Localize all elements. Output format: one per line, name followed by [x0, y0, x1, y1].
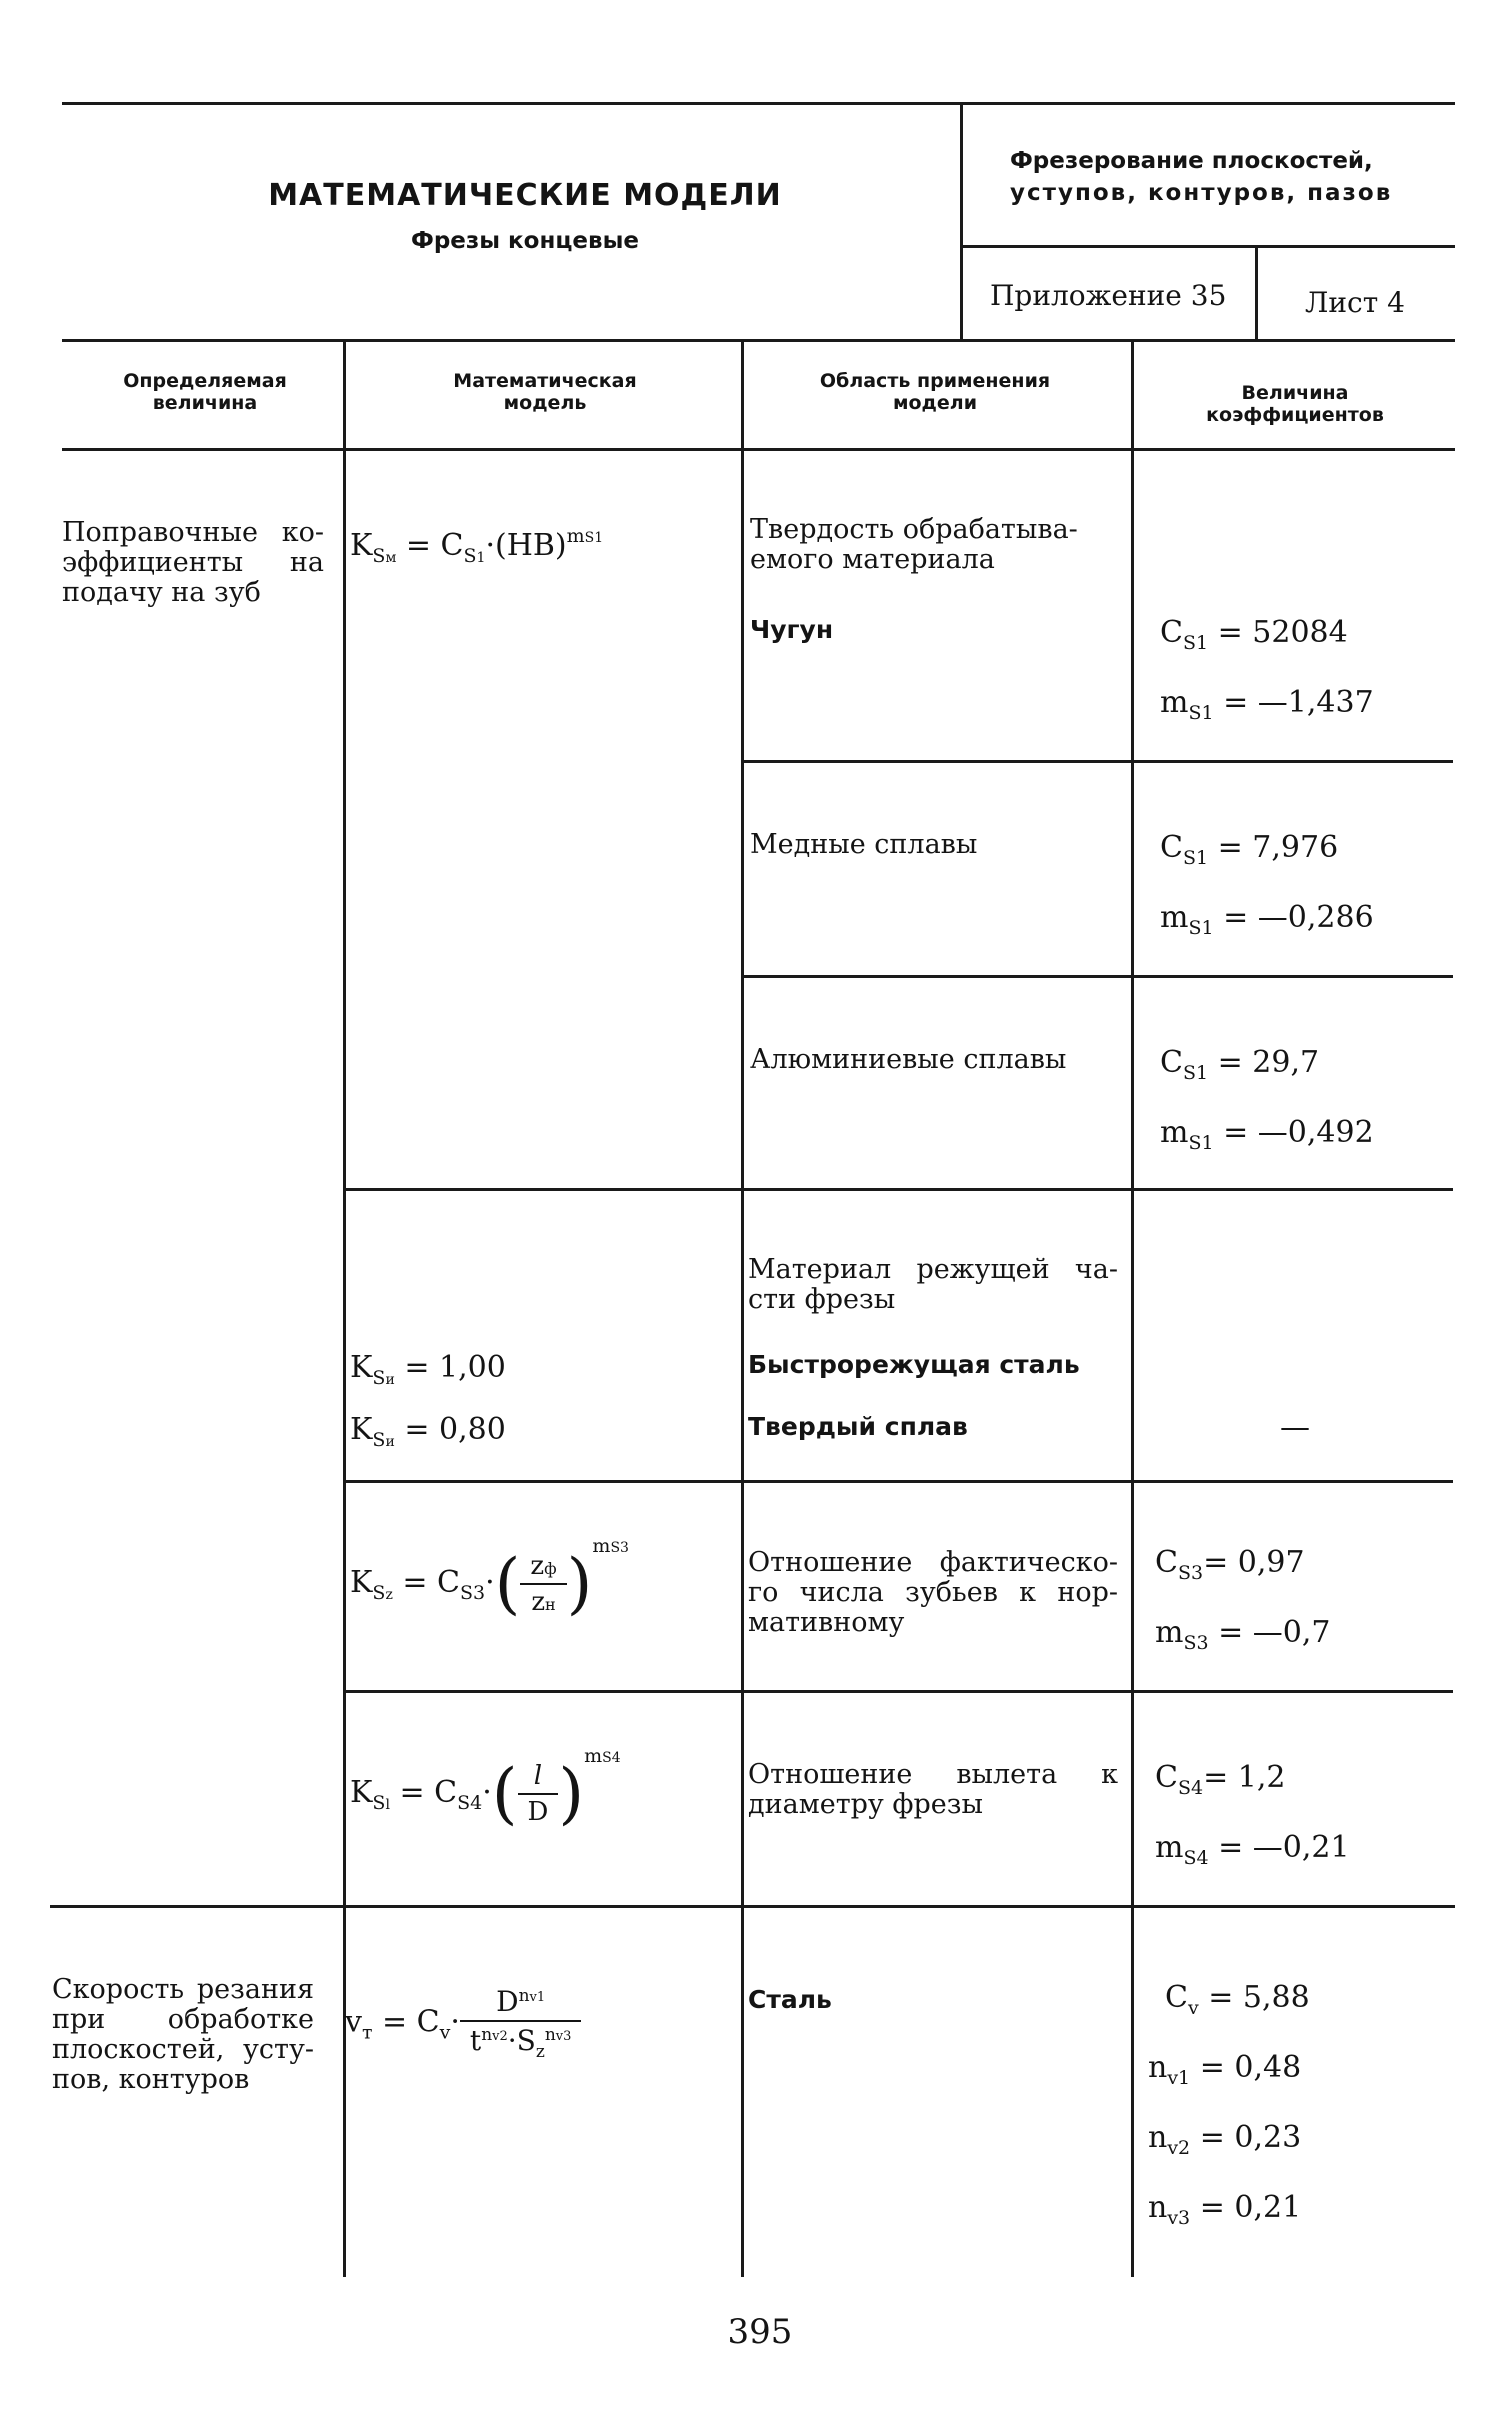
table-top-rule	[62, 339, 1455, 342]
steel-label: Сталь	[748, 1985, 832, 2014]
section-rule-speed	[50, 1905, 1455, 1908]
model-overhang-formula: $K_{Sl} = C_{S4}\cdot$( $\frac{l}{D}$ )$^{mS4}$	[350, 1745, 621, 1832]
model-speed-formula: $v_т = C_v\cdot$ $\frac{D^{nv1}}{t^{nv2}\cdot S_z^{nv3}}$	[345, 1985, 581, 2062]
row-rule-teeth	[346, 1480, 1453, 1483]
carbide-model: $K_{Sи} = 0,80$	[350, 1412, 506, 1451]
sheet-label: Лист 4	[1305, 286, 1405, 319]
teeth-c: $C_{S3}= 0,97$	[1155, 1545, 1305, 1584]
page-title: МАТЕМАТИЧЕСКИЕ МОДЕЛИ	[268, 178, 782, 213]
appendix-label: Приложение 35	[990, 279, 1227, 312]
row-rule-copper	[744, 760, 1453, 763]
hss-model: $K_{Sи} = 1,00$	[350, 1350, 506, 1389]
column-line-2	[741, 339, 744, 2277]
operation-line-2: уступов, контуров, пазов	[1010, 180, 1393, 206]
column-header-model: Математическая модель	[453, 370, 637, 414]
nv1-value: $n_{v1} = 0,48$	[1148, 2050, 1302, 2089]
header-inner-rule	[962, 245, 1455, 248]
page-subtitle: Фрезы концевые	[411, 228, 639, 254]
quantity-cutting-speed: Скорость резания при обработке плоскостей, усту- пов, контуров	[52, 1974, 314, 2095]
quantity-feed-correction: Поправочные ко- эффициенты на подачу на зуб	[62, 517, 324, 608]
column-header-scope: Область применения модели	[819, 370, 1051, 414]
header-divider-vertical	[960, 102, 963, 339]
overhang-m: $m_{S4}$ = —0,21	[1155, 1830, 1350, 1869]
teeth-m: $m_{S3}$ = —0,7	[1155, 1615, 1331, 1654]
operation-line-1: Фрезерование плоскостей,	[1010, 148, 1373, 174]
teeth-ratio-label: Отношение фактическо- го числа зубьев к нор- мативному	[748, 1547, 1118, 1638]
model-hardness-formula: $K_{Sм} = C_{S1}\cdot(HB)^{mS1}$	[350, 525, 604, 567]
tool-material-label: Материал режущей ча- сти фрезы	[748, 1254, 1118, 1315]
row-rule-overhang	[346, 1690, 1453, 1693]
copper-m: $m_{S1}$ = —0,286	[1160, 900, 1374, 939]
sheet-divider	[1255, 245, 1258, 339]
model-teeth-formula: $K_{Sz} = C_{S3}\cdot$( $\frac{zф}{zн}$ )$^{mS3}$	[350, 1535, 629, 1622]
column-line-3	[1131, 339, 1134, 2277]
aluminum-c: $C_{S1} = 29,7$	[1160, 1045, 1320, 1084]
cast-iron-label: Чугун	[750, 615, 834, 644]
copper-label: Медные сплавы	[750, 829, 978, 860]
carbide-dash: —	[1280, 1410, 1310, 1445]
cast-iron-m: $m_{S1}$ = —1,437	[1160, 685, 1374, 724]
row-rule-tool-material	[346, 1188, 1453, 1191]
aluminum-m: $m_{S1}$ = —0,492	[1160, 1115, 1374, 1154]
overhang-ratio-label: Отношение вылета к диаметру фрезы	[748, 1759, 1118, 1820]
copper-c: $C_{S1} = 7,976$	[1160, 830, 1339, 869]
column-header-quantity: Определяемая величина	[123, 370, 287, 414]
page-number: 395	[727, 2312, 793, 2352]
hardness-label: Твердость обрабатыва- емого материала	[750, 514, 1078, 575]
top-rule	[62, 102, 1455, 105]
table-header-bottom-rule	[62, 448, 1455, 451]
nv3-value: $n_{v3} = 0,21$	[1148, 2190, 1302, 2229]
aluminum-label: Алюминиевые сплавы	[750, 1044, 1067, 1075]
row-rule-aluminum	[744, 975, 1453, 978]
cv-value: $C_v = 5,88$	[1165, 1980, 1310, 2019]
carbide-label: Твердый сплав	[748, 1412, 968, 1441]
nv2-value: $n_{v2} = 0,23$	[1148, 2120, 1302, 2159]
column-header-coefficients: Величина коэффициентов	[1206, 382, 1384, 426]
cast-iron-c: $C_{S1} = 52084$	[1160, 615, 1348, 654]
hss-label: Быстрорежущая сталь	[748, 1350, 1080, 1379]
overhang-c: $C_{S4}= 1,2$	[1155, 1760, 1286, 1799]
